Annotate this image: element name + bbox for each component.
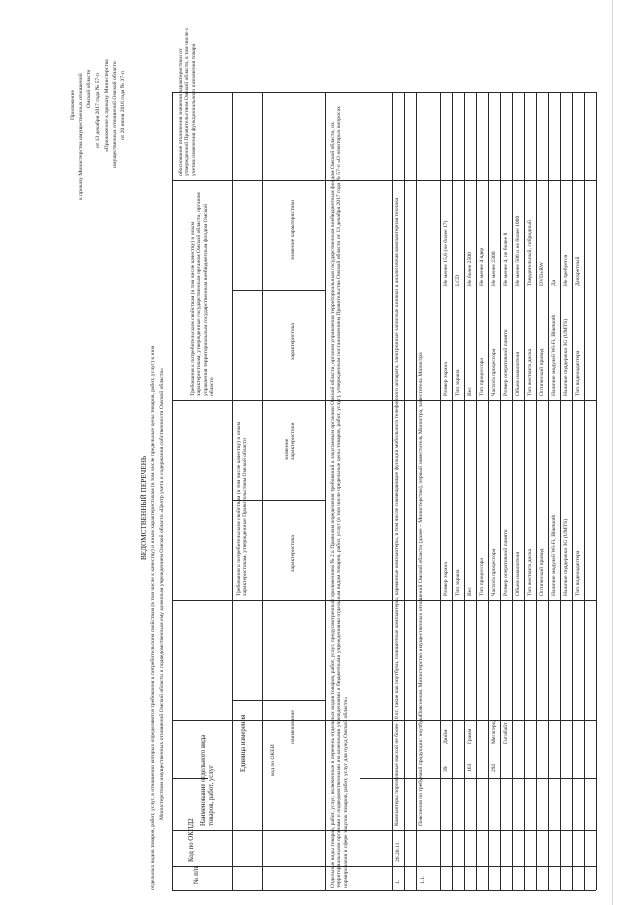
value-dept-4: Не менее 2300 [491, 251, 497, 286]
appendix-line-6: имущественных отношений Омской области [112, 61, 118, 168]
row1-num: 1. [395, 879, 401, 884]
appendix-line-5: «Приложение к приказу Министерства [104, 59, 110, 152]
row1-note2: Пояснения, Министерство имущественных отношений Омской области (далее – Министерство), первый заместитель Министра, заместитель Министра [418, 352, 424, 716]
unit-name-1: Грамм [467, 728, 473, 744]
unit-name-0: Дюйм [443, 729, 449, 744]
value-dept-8: DVD±RW [539, 262, 545, 286]
char-dept-4: Частота процессора [491, 348, 497, 396]
appendix-line-1: Приложение [70, 89, 76, 120]
char-gov-9: Наличие модулей Wi-Fi, Bluetooth [551, 514, 557, 596]
value-dept-6: Не менее 500 и не более 1000 [515, 215, 521, 286]
header-num: № п/п [193, 866, 200, 884]
value-dept-0: Не менее 15,6 (не более 17) [443, 220, 449, 286]
char-dept-1: Тип экрана [455, 369, 461, 396]
header-req-gov: Требования к потребительским свойствам (в том числе качеству) и иным характеристикам, утвержденные Правительством Омской области [236, 421, 249, 596]
char-dept-9: Наличие модулей Wi-Fi, Bluetooth [551, 314, 557, 396]
unit-code-0: 39 [443, 766, 449, 772]
char-gov-10: Наличие поддержки 3G (UMTS) [563, 518, 569, 596]
doc-title: ВЕДОМСТВЕННЫЙ ПЕРЕЧЕНЬ [140, 455, 148, 560]
char-dept-0: Размер экрана [443, 362, 449, 396]
char-dept-2: Вес [467, 387, 473, 396]
unit-code-2: 292 [491, 763, 497, 772]
char-gov-7: Тип жесткого диска [527, 548, 533, 596]
char-gov-3: Тип процессора [479, 558, 485, 596]
row1-note: Пояснения по требуемой продукции: ноутбуки [418, 714, 424, 826]
header-name: Наименование отдельного вида товаров, работ, услуг [200, 734, 215, 826]
value-dept-1: LCD [455, 274, 461, 286]
value-dept-5: Не менее 4, не более 8 [503, 232, 509, 286]
value-dept-10: Не требуется [563, 254, 569, 286]
value-dept-7: Твердотельный, гибридный [527, 220, 533, 286]
char-dept-8: Оптический привод [539, 348, 545, 396]
char-gov-5: Размер оперативной памяти [503, 529, 509, 596]
char-dept-3: Тип процессора [479, 358, 485, 396]
char-dept-5: Размер оперативной памяти [503, 329, 509, 396]
header-okpd: Код по ОКПД2 [188, 818, 195, 862]
char-gov-8: Оптический привод [539, 548, 545, 596]
header-char: характеристика [290, 535, 296, 572]
char-gov-0: Размер экрана [443, 562, 449, 596]
row11-num: 1.1. [420, 875, 426, 884]
doc-title-2: отдельных видов товаров, работ, услуг, в отношении которых определяются требования к потребительским свойствам (в том числе к качеству) и иным характеристикам (в том числе предельные цены товаров, работ, услуг) к ним [150, 346, 156, 890]
char-gov-2: Вес [467, 587, 473, 596]
value-dept-11: Дискретный [575, 256, 581, 286]
doc-title-3: Министерством имущественных отношений Омской области и подведомственным ему казенным учреждением Омской области «Центр учета и содержания собственности Омской области» [159, 367, 165, 820]
char-dept-11: Тип видеоадаптера [575, 350, 581, 396]
char-gov-1: Тип экрана [455, 569, 461, 596]
value-dept-9: Да [551, 279, 557, 286]
scan-edge [612, 0, 613, 905]
appendix-line-7: от 20 июня 2016 года № 37-п [120, 71, 126, 140]
appendix-line-2: к приказу Министерства имущественных отношений [78, 73, 84, 200]
unit-name-2: Мегагерц [491, 721, 497, 744]
row1-okpd: 26.20.11 [395, 842, 401, 862]
header-unit-name: наименование [290, 710, 296, 744]
header-unit: Единица измерения [240, 714, 247, 772]
value-dept-3: Не менее 4 ядер [479, 247, 485, 286]
unit-code-1: 163 [467, 763, 473, 772]
row1-name: Компьютеры портативные массой не более 10 кг, такие как ноутбуки, планшетные компьютеры, карманные компьютеры, в том числе совмещающие функции мобильного телефонного аппарата, электронные записные книжки и аналогичная компьютерная техника [394, 197, 400, 826]
value-dept-2: Не более 2500 [467, 252, 473, 286]
header-char2: характеристика [290, 323, 296, 360]
char-gov-4: Частота процессора [491, 548, 497, 596]
char-gov-11: Тип видеоадаптера [575, 550, 581, 596]
char-dept-7: Тип жесткого диска [527, 348, 533, 396]
unit-name-3: Гигабайт [503, 722, 509, 744]
header-deviation: обоснование отклонения значения характеристики от утвержденной Правительством Омской области, в том числе с учетом изменения функционального назначения товара [178, 27, 197, 176]
char-gov-6: Объем накопителя [515, 551, 521, 596]
header-req-dept: Требования к потребительским свойствам (в том числе качеству) и иным характеристикам, утвержденные государственным органом Омской области, органом управления территориальным государственным внебюджетным фондом Омской области [190, 192, 216, 396]
header-value: значение характеристики [284, 422, 297, 460]
char-dept-10: Наличие поддержки 3G (UMTS) [563, 318, 569, 396]
section-note: Отдельные виды товаров, работ, услуг, включенные в перечень отдельных видов товаров, работ, услуг, предусмотренный приложением № 2 к Правилам определения требований к закупаемым органами Омской области, органом управления территориальным государственным внебюджетным фондом Омской области, их территориальными органами и подведомственными им казенными учреждениями и бюджетными учреждениями отдельным видам товаров, работ, услуг (в том числе предельные цены товаров, работ, услуг), утвержденным постановлением Правительства Омской области от 13 декабря 2017 года № 57-п «О некоторых вопросах нормирования в сфере закупок товаров, работ, услуг для нужд Омской области» [330, 106, 349, 888]
char-dept-6: Объем накопителя [515, 351, 521, 396]
appendix-line-3: Омской области [86, 69, 92, 108]
header-unit-code: код по ОКЕИ [270, 744, 276, 776]
header-value2: значение характеристики [290, 199, 296, 260]
appendix-line-4: от 13 декабря 2017 года № 57-п [95, 73, 101, 148]
